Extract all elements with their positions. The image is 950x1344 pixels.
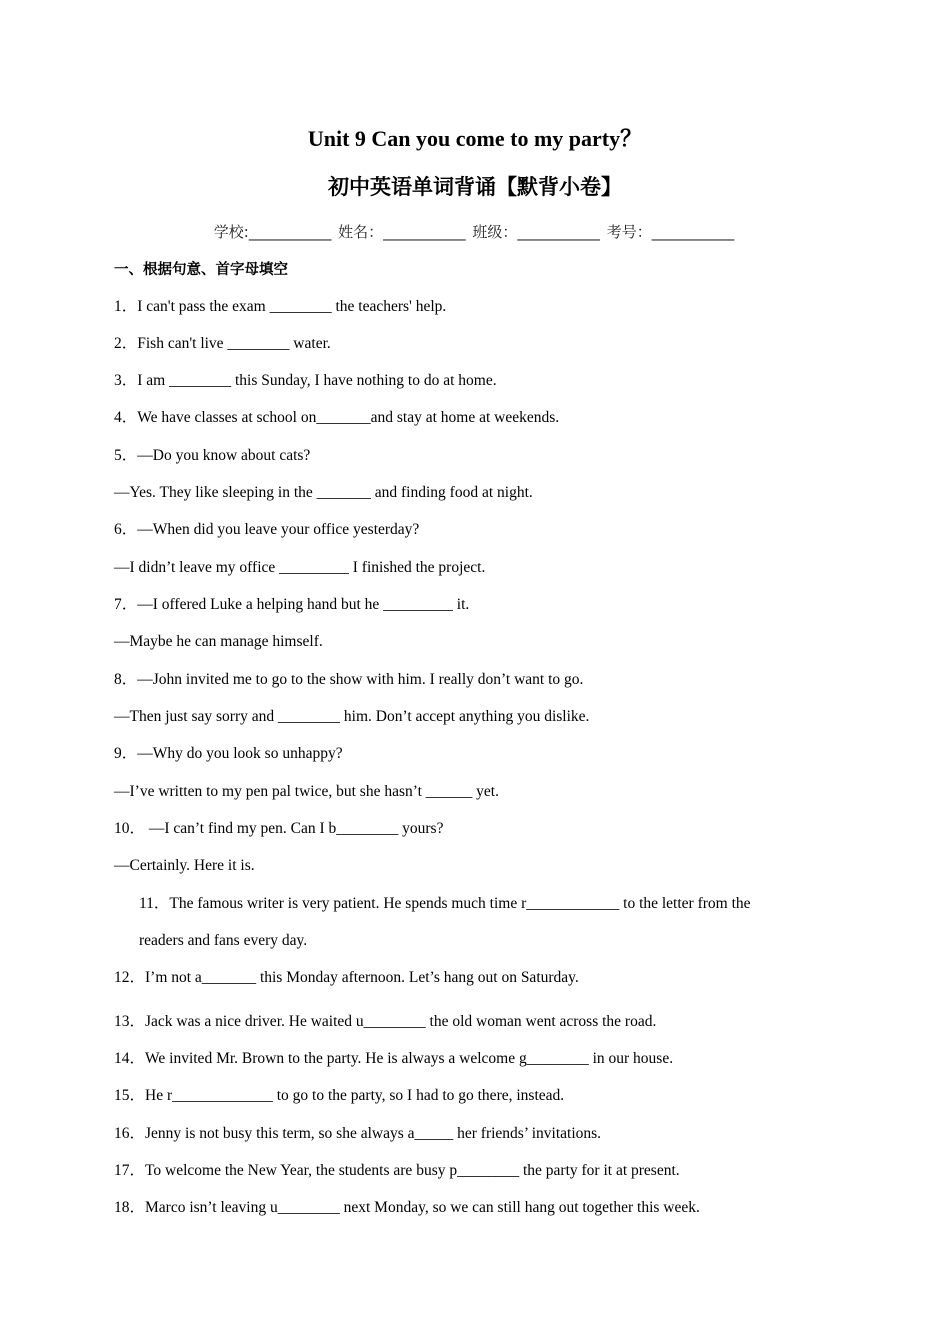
answer-line: —Yes. They like sleeping in the _______ and finding food at night. <box>114 484 533 501</box>
question-line: 6．—When did you leave your office yesterday? <box>114 521 420 538</box>
question-line: 7．—I offered Luke a helping hand but he _________ it. <box>114 596 470 613</box>
question-line: 17．To welcome the New Year, the students are busy p________ the party for it at present. <box>114 1162 680 1179</box>
question-line: 12．I’m not a_______ this Monday afternoon. Let’s hang out on Saturday. <box>114 969 579 986</box>
question-line: 9．—Why do you look so unhappy? <box>114 745 343 762</box>
question-line: 4．We have classes at school on_______and stay at home at weekends. <box>114 409 560 426</box>
question-line: 5．—Do you know about cats? <box>114 447 311 464</box>
question-line: 13．Jack was a nice driver. He waited u________ the old woman went across the road. <box>114 1013 657 1030</box>
question-line: 11．The famous writer is very patient. He spends much time r____________ to the letter from the <box>139 895 751 912</box>
question-line: 3．I am ________ this Sunday, I have nothing to do at home. <box>114 372 497 389</box>
name-field: 姓名：___________ <box>338 223 466 241</box>
page-title-english: Unit 9 Can you come to my party？ <box>307 126 643 151</box>
exam-number-field: 考号：___________ <box>606 223 735 241</box>
answer-line: —Maybe he can manage himself. <box>114 633 323 650</box>
class-field: 班级：___________ <box>472 223 600 241</box>
question-line: 16．Jenny is not busy this term, so she always a_____ her friends’ invitations. <box>114 1125 602 1142</box>
question-line: 8．—John invited me to go to the show with him. I really don’t want to go. <box>114 671 584 688</box>
question-line: 2．Fish can't live ________ water. <box>114 335 331 352</box>
question-line: 1．I can't pass the exam ________ the teachers' help. <box>114 298 447 315</box>
student-info-line <box>0 220 950 244</box>
question-line: 10． —I can’t find my pen. Can I b________ yours? <box>114 820 444 837</box>
question-line: 18．Marco isn’t leaving u________ next Monday, so we can still hang out together this week. <box>114 1199 700 1216</box>
answer-line: —I didn’t leave my office _________ I finished the project. <box>114 559 486 576</box>
question-line: 15．He r_____________ to go to the party, so I had to go there, instead. <box>114 1087 565 1104</box>
answer-line: —Certainly. Here it is. <box>114 857 255 874</box>
section-heading: 一、根据句意、首字母填空 <box>114 262 288 278</box>
question-line-continued: readers and fans every day. <box>139 932 308 949</box>
question-line: 14．We invited Mr. Brown to the party. He is always a welcome g________ in our house. <box>114 1050 674 1067</box>
answer-line: —Then just say sorry and ________ him. Don’t accept anything you dislike. <box>114 708 590 725</box>
page-title-chinese: 初中英语单词背诵【默背小卷】 <box>328 175 622 199</box>
school-field: 学校:___________ <box>213 223 332 241</box>
answer-line: —I’ve written to my pen pal twice, but she hasn’t ______ yet. <box>114 783 499 800</box>
